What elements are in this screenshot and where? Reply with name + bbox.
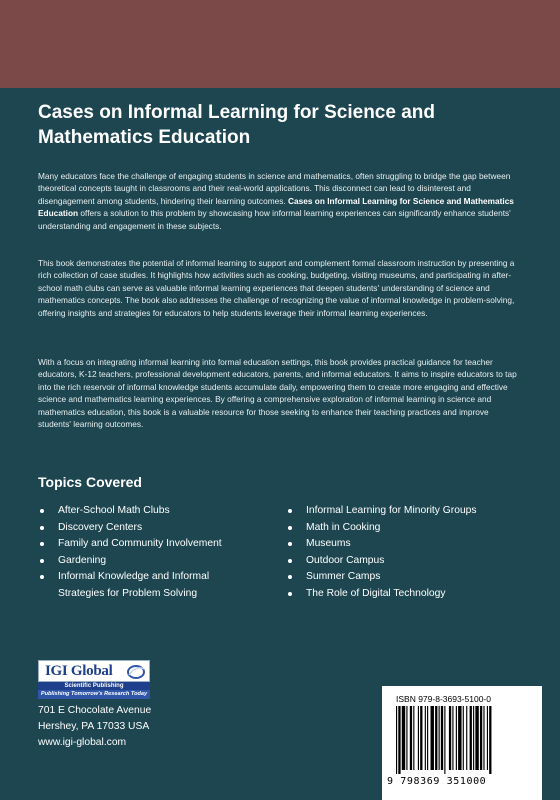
publisher-logo: [38, 660, 150, 700]
topic-item: [288, 536, 528, 553]
address-street: 701 E Chocolate Avenue: [38, 705, 152, 716]
barcode-digits: 9 798369 351000: [387, 776, 487, 787]
barcode-bar: [444, 706, 445, 774]
barcode-bar: [441, 706, 443, 770]
topic-item: [288, 520, 528, 537]
barcode-panel: [382, 686, 542, 800]
topic-item: [40, 536, 280, 553]
barcode-bar: [470, 706, 472, 770]
topic-item: [40, 503, 280, 520]
barcode-bar: [427, 706, 428, 770]
barcode-bar: [439, 706, 440, 770]
description-paragraph-3: With a focus on integrating informal learning into formal education settings, this book provides practical guidance for teacher educators, K-12 teachers, professional development educators, parents, and informal educators. It aims to inspire educators to tap into the rich reservoir of informal knowledge students accumulate daily, empowering them to create more engaging and effective science and mathematics learning experiences. By offering a comprehensive exploration of informal learning in science and mathematics education, this book is a valuable resource for those seeking to enhance their teaching practices and improve students' learning outcomes.: [38, 357, 517, 430]
barcode-bar: [413, 706, 414, 770]
barcode-bar: [420, 706, 422, 770]
barcode-bar: [456, 706, 457, 770]
topic-label: Outdoor Campus: [306, 554, 385, 566]
barcode-bar: [466, 706, 467, 770]
book-title: [38, 100, 528, 150]
bullet-icon: [288, 526, 292, 530]
logo-name: IGI Global: [45, 663, 113, 679]
address-city: Hershey, PA 17033 USA: [38, 721, 150, 733]
bullet-icon: [288, 509, 292, 513]
bullet-icon: [288, 592, 292, 596]
publisher-website: www.igi-global.com: [38, 737, 127, 749]
barcode-bar: [431, 706, 434, 770]
topic-item: [40, 520, 280, 537]
barcode-icon: [394, 706, 530, 776]
barcode-bar: [425, 706, 426, 770]
bullet-icon: [40, 526, 44, 530]
barcode-bar: [475, 706, 478, 770]
topic-label: Gardening: [58, 554, 107, 566]
barcode-bar: [480, 706, 482, 770]
barcode-bar: [396, 706, 397, 774]
bullet-icon: [40, 559, 44, 563]
barcode-bar: [463, 706, 464, 770]
barcode-bar: [398, 706, 400, 774]
barcode-bar: [406, 706, 407, 770]
bullet-icon: [288, 559, 292, 563]
book-title-line1: Cases on Informal Learning for Science and: [38, 102, 435, 123]
description-book-title-bold: Cases on Informal Learning for Science and Mathematics Education: [38, 195, 514, 219]
barcode-bar: [402, 706, 405, 770]
topic-label: Informal Knowledge and Informal Strategies for Problem Solving: [58, 571, 210, 599]
description-paragraph-1: [38, 170, 522, 232]
bullet-icon: [40, 509, 44, 513]
description-text: offers a solution to this problem by showcasing how informal learning experiences can significantly enhance students' understanding and engagement in these subjects.: [38, 208, 511, 231]
topics-list-right: [288, 503, 528, 603]
bullet-icon: [288, 542, 292, 546]
barcode-bar: [489, 706, 491, 774]
barcode-bar: [473, 706, 474, 770]
logo-tagline-1: Scientific Publishing: [38, 682, 150, 690]
topic-label: Family and Community Involvement: [58, 538, 222, 550]
topic-label: Discovery Centers: [58, 521, 143, 533]
cover-color-band: [0, 0, 560, 88]
topic-label: Math in Cooking: [306, 521, 381, 533]
isbn-label: ISBN 979-8-3693-5100-0: [396, 694, 491, 704]
topic-label: Informal Learning for Minority Groups: [306, 505, 477, 516]
topic-label: The Role of Digital Technology: [306, 587, 446, 599]
barcode-bar: [452, 706, 453, 770]
publisher-address: [38, 703, 151, 752]
barcode-bar: [410, 706, 412, 770]
bullet-icon: [288, 575, 292, 579]
barcode-bar: [458, 706, 461, 770]
topic-label: Summer Camps: [306, 571, 381, 583]
globe-swoosh-icon: [126, 663, 146, 680]
barcode-bar: [449, 706, 451, 770]
topic-item: [40, 569, 258, 602]
barcode-bar: [487, 706, 488, 770]
bullet-icon: [40, 542, 44, 546]
topic-item: [288, 553, 528, 570]
book-title-line2: Mathematics Education: [38, 127, 251, 148]
bullet-icon: [40, 575, 44, 579]
topic-item: [288, 586, 528, 603]
topic-item: [40, 553, 280, 570]
topics-list-left: [40, 503, 280, 603]
barcode-bar: [418, 706, 419, 770]
description-text: Many educators face the challenge of engaging students in science and mathematics, often struggling to bridge the gap between theoretical concepts taught in classrooms and their real-world applications. This disconnect can lead to disinterest and disengagement among students, hindering their learning outcomes.: [38, 171, 511, 206]
topic-item: [288, 503, 528, 520]
barcode-bar: [435, 706, 437, 770]
topic-label: After-School Math Clubs: [58, 505, 170, 516]
topics-heading: Topics Covered: [38, 474, 142, 490]
barcode-bar: [483, 706, 484, 770]
logo-tagline-2: Publishing Tomorrow's Research Today: [38, 690, 150, 699]
topic-label: Museums: [306, 538, 351, 550]
topic-item: [288, 569, 528, 586]
logo-name-panel: [38, 660, 150, 682]
description-paragraph-2: This book demonstrates the potential of informal learning to support and complement formal classroom instruction by presenting a rich collection of case studies. It highlights how activities such as cooking, budgeting, visiting museums, and participating in after-school math clubs can serve as valuable informal learning experiences that deepen students' understanding of science and mathematics concepts. The book also addresses the challenge of recognizing the value of informal knowledge in problem-solving, offering insights and strategies for educators to help students leverage their informal learning experiences.: [38, 258, 515, 318]
